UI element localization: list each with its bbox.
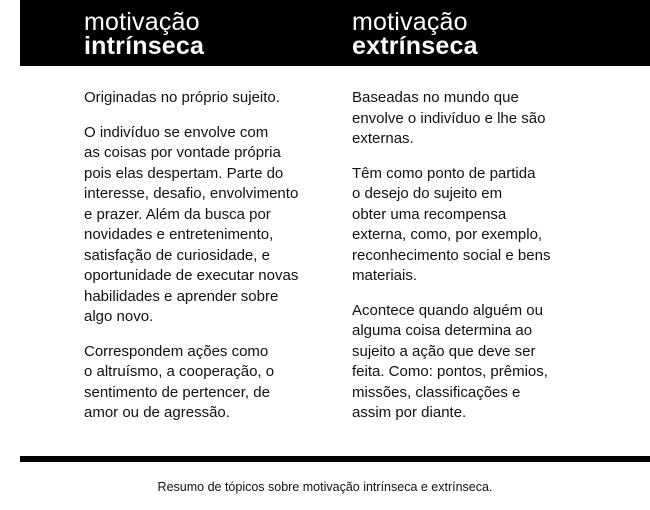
header-title-extrinsic-line1: motivação [352,8,468,36]
extrinsic-paragraph-2: Têm como ponto de partida o desejo do sujeito em obter uma recompensa externa, como, por exemplo, reconhecimento social e bens materiais. [352,164,551,284]
intrinsic-paragraph-1: Originadas no próprio sujeito. [84,89,280,106]
extrinsic-paragraph-3: Acontece quando alguém ou alguma coisa determina ao sujeito a ação que deve ser feita. Como: pontos, prêmios, missões, classificações e assim por diante. [352,301,548,421]
column-intrinsic [84,88,330,438]
bottom-divider [20,456,650,462]
header-title-intrinsic-line1: motivação [84,8,200,36]
extrinsic-paragraph-1: Baseadas no mundo que envolve o indivíduo e lhe são externas. [352,89,546,147]
column-extrinsic [352,88,584,438]
header-title-intrinsic-line2: intrínseca [84,32,205,60]
intrinsic-paragraph-3: Correspondem ações como o altruísmo, a cooperação, o sentimento de pertencer, de amor ou de agressão. [84,342,275,421]
header-title-intrinsic [84,10,204,58]
header-title-extrinsic [352,10,478,58]
figure-caption: Resumo de tópicos sobre motivação intrínseca e extrínseca. [157,480,493,494]
header-title-extrinsic-line2: extrínseca [352,32,478,60]
intrinsic-paragraph-2: O indivíduo se envolve com as coisas por vontade própria pois elas despertam. Parte do interesse, desafio, envolvimento e prazer. Além da busca por novidades e entretenimento, satisfação de curiosidade, e oportunidade de executar novas habilidades e aprender sobre algo novo. [84,123,299,325]
